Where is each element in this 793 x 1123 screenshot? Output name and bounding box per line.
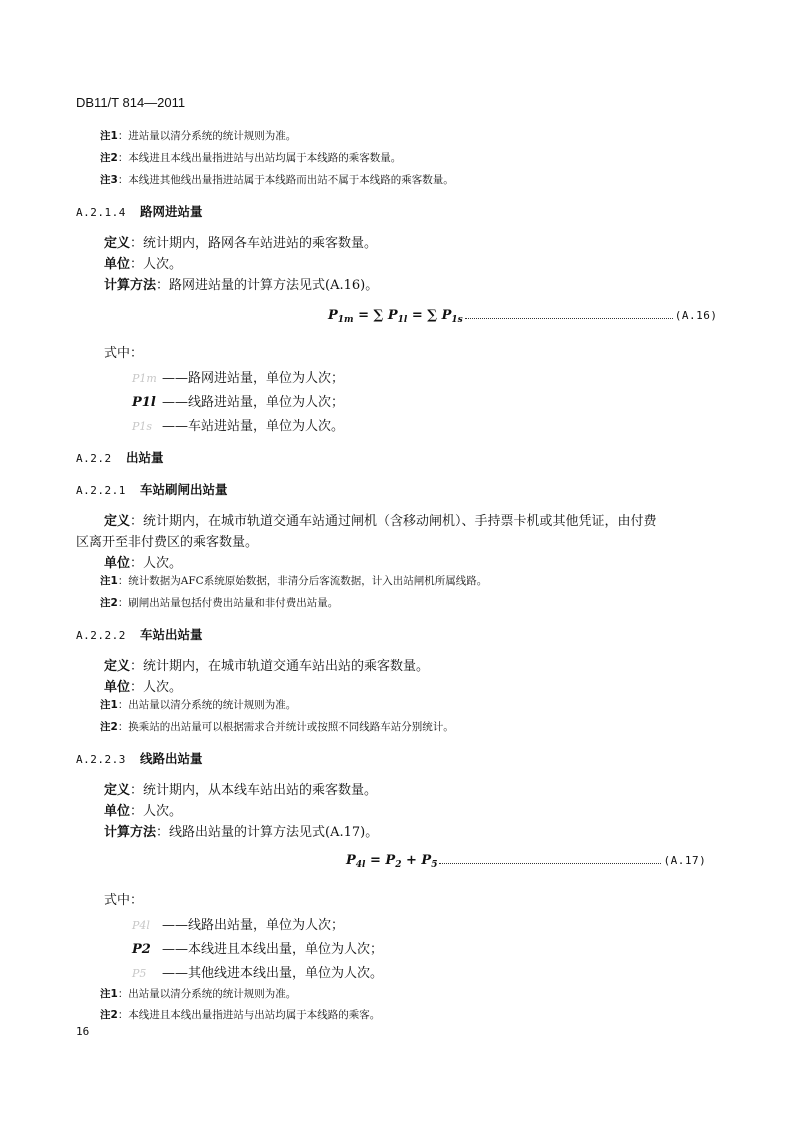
calc-method-line: 计算方法：路网进站量的计算方法见式(A.16)。 bbox=[104, 278, 379, 293]
note-1: 注1：出站量以清分系统的统计规则为准。 bbox=[100, 988, 297, 1000]
section-heading-a2-2-2: A.2.2.2 车站出站量 bbox=[76, 627, 203, 642]
leader-dots bbox=[439, 855, 661, 864]
definition-line-cont: 区离开至非付费区的乘客数量。 bbox=[76, 535, 259, 550]
formula-a17 bbox=[346, 853, 706, 870]
equation-number: (A.17) bbox=[663, 854, 707, 867]
var-row: P1l ——线路进站量，单位为人次； bbox=[132, 395, 345, 410]
formula-expression: $P_{4l} = P_2 + P_5$ bbox=[346, 853, 438, 870]
var-row: P1m ——路网进站量，单位为人次； bbox=[132, 371, 345, 386]
note-1: 注1：统计数据为AFC系统原始数据，非清分后客流数据，计入出站闸机所属线路。 bbox=[100, 575, 488, 587]
section-heading-a2-2-1: A.2.2.1 车站刷闸出站量 bbox=[76, 482, 228, 497]
page-number: 16 bbox=[76, 1025, 90, 1038]
leader-dots bbox=[465, 310, 673, 319]
definition-line: 定义：统计期内，路网各车站进站的乘客数量。 bbox=[104, 236, 378, 251]
where-label: 式中： bbox=[104, 893, 144, 908]
note-2: 注2：本线进且本线出量指进站与出站均属于本线路的乘客。 bbox=[100, 1009, 381, 1021]
formula-expression: $P_{1m}$ = ∑ $P_{1l}$ = ∑ $P_{1s}$ bbox=[328, 308, 463, 325]
definition-line: 定义：统计期内，在城市轨道交通车站出站的乘客数量。 bbox=[104, 659, 430, 674]
section-heading-a2-1-4: A.2.1.4 路网进站量 bbox=[76, 204, 203, 219]
equation-number: (A.16) bbox=[674, 309, 718, 322]
unit-line: 单位：人次。 bbox=[104, 556, 183, 571]
section-heading-a2-2-3: A.2.2.3 线路出站量 bbox=[76, 751, 203, 766]
var-row: P5 ——其他线进本线出量，单位为人次。 bbox=[132, 966, 384, 981]
definition-line: 定义：统计期内，从本线车站出站的乘客数量。 bbox=[104, 783, 378, 798]
var-row: P4l ——线路出站量，单位为人次； bbox=[132, 918, 345, 933]
note-2: 注2：刷闸出站量包括付费出站量和非付费出站量。 bbox=[100, 597, 339, 609]
unit-line: 单位：人次。 bbox=[104, 680, 183, 695]
where-label: 式中： bbox=[104, 346, 144, 361]
calc-method-line: 计算方法：线路出站量的计算方法见式(A.17)。 bbox=[104, 825, 379, 840]
var-row: P2 ——本线进且本线出量，单位为人次； bbox=[132, 942, 384, 957]
unit-line: 单位：人次。 bbox=[104, 257, 183, 272]
document-code: DB11/T 814—2011 bbox=[76, 95, 186, 110]
var-row: P1s ——车站进站量，单位为人次。 bbox=[132, 419, 345, 434]
note-1: 注1：进站量以清分系统的统计规则为准。 bbox=[100, 130, 297, 142]
unit-line: 单位：人次。 bbox=[104, 804, 183, 819]
note-2: 注2：本线进且本线出量指进站与出站均属于本线路的乘客数量。 bbox=[100, 152, 402, 164]
note-2: 注2：换乘站的出站量可以根据需求合并统计或按照不同线路车站分别统计。 bbox=[100, 721, 454, 733]
note-1: 注1：出站量以清分系统的统计规则为准。 bbox=[100, 699, 297, 711]
section-heading-a2-2: A.2.2 出站量 bbox=[76, 450, 164, 465]
note-3: 注3：本线进其他线出量指进站属于本线路而出站不属于本线路的乘客数量。 bbox=[100, 174, 454, 186]
definition-line: 定义：统计期内，在城市轨道交通车站通过闸机（含移动闸机）、手持票卡机或其他凭证，由付费 bbox=[104, 514, 657, 529]
formula-a16 bbox=[328, 308, 717, 325]
